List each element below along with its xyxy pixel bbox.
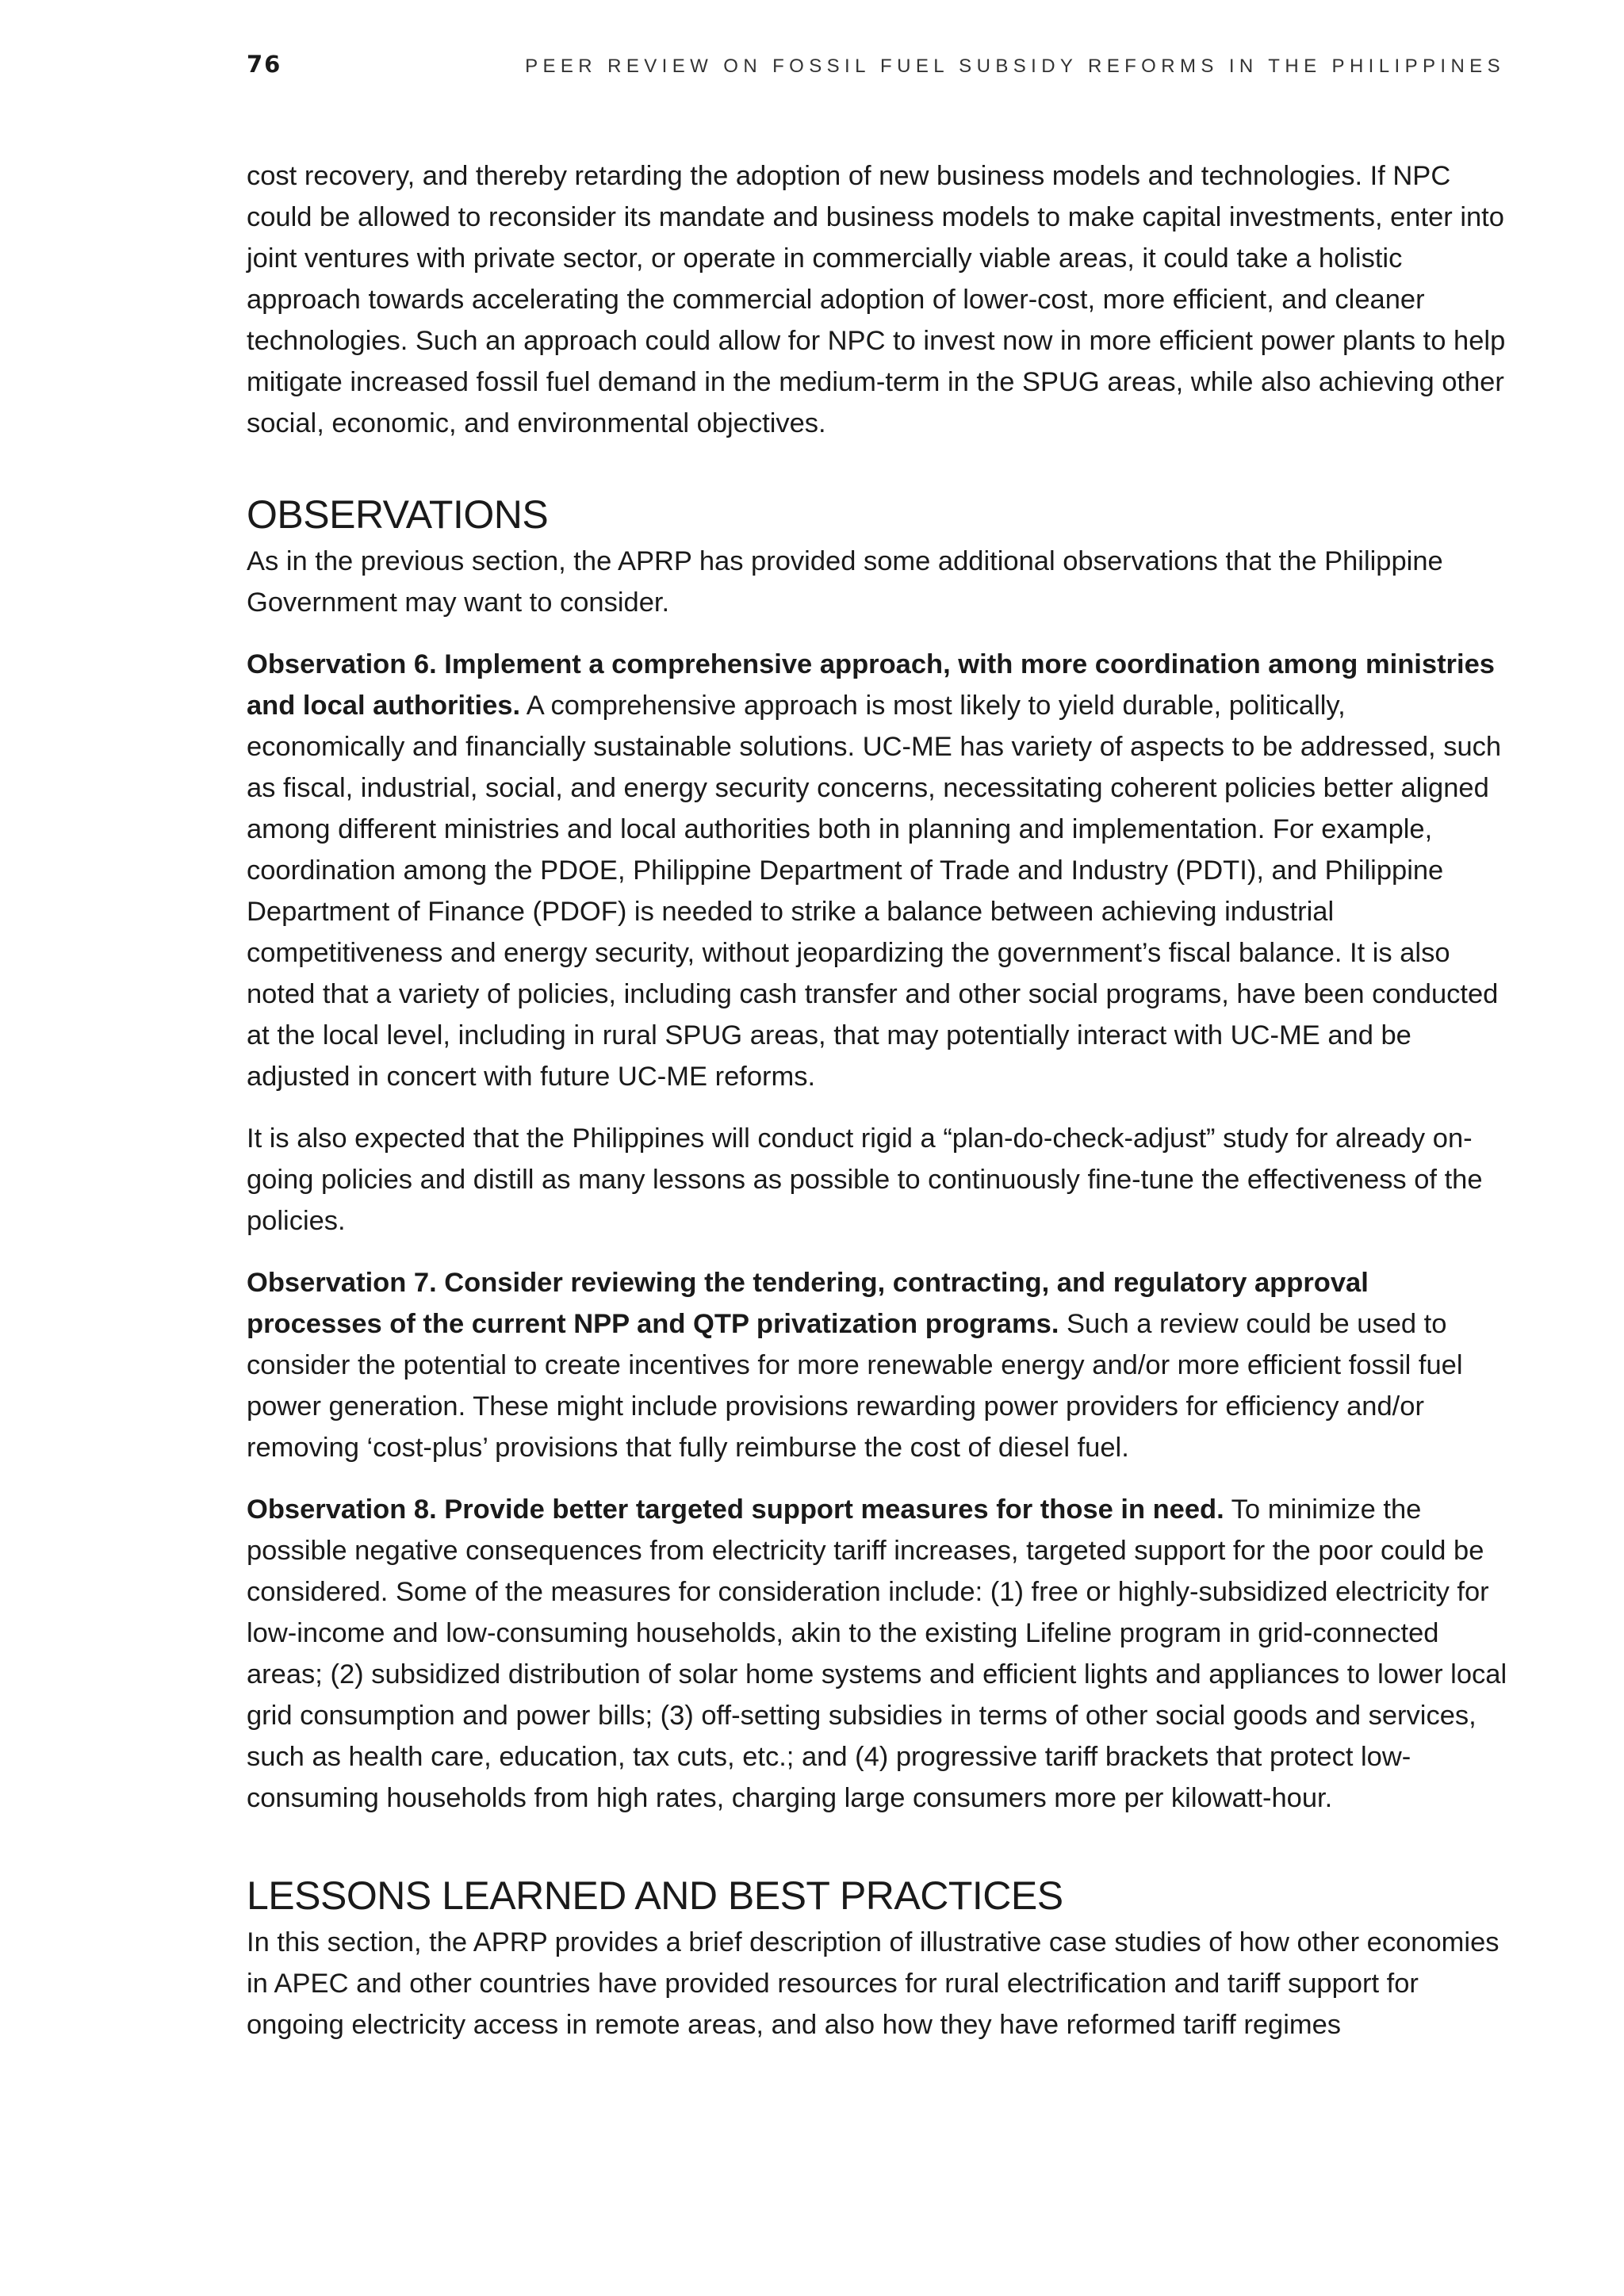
page-header: [247, 51, 1505, 86]
observation-6-follow-up: It is also expected that the Philippines will conduct rigid a “plan-do-check-adjust” study for already on-going policies and distill as many lessons as possible to continuously fine-tune the effectiveness of the policies.: [247, 1123, 1483, 1236]
running-title: PEER REVIEW ON FOSSIL FUEL SUBSIDY REFORMS IN THE PHILIPPINES: [525, 55, 1505, 77]
observation-8-text: To minimize the possible negative consequences from electricity tariff increases, targeted support for the poor could be considered. Some of the measures for consideration include: (1) free or highly-subsidized electricity for low-income and low-consuming households, akin to the existing Lifeline program in grid-connected areas; (2) subsidized distribution of solar home systems and efficient lights and appliances to lower local grid consumption and power bills; (3) off-setting subsidies in terms of other social goods and services, such as health care, education, tax cuts, etc.; and (4) progressive tariff brackets that protect low-consuming households from high rates, charging large consumers more per kilowatt-hour.: [247, 1494, 1507, 1813]
observation-6-title: Observation 6. Implement a comprehensive approach, with more coordination among ministries and local authorities.: [247, 649, 1495, 721]
observation-7-paragraph: [247, 1262, 1507, 1468]
observations-heading: OBSERVATIONS: [247, 492, 549, 537]
page-number: 76: [247, 51, 282, 78]
observations-section: [247, 492, 1507, 1819]
lessons-heading: LESSONS LEARNED AND BEST PRACTICES: [247, 1873, 1063, 1918]
observations-lead-paragraph: As in the previous section, the APRP has provided some additional observations that the Philippine Government may want to consider.: [247, 546, 1443, 618]
lessons-lead-paragraph: In this section, the APRP provides a brief description of illustrative case studies of how other economies in APEC and other countries have provided resources for rural electrification and tariff support for ongoing electricity access in remote areas, and also how they have reformed tariff regimes: [247, 1927, 1500, 2040]
intro-paragraph: cost recovery, and thereby retarding the adoption of new business models and technologies. If NPC could be allowed to reconsider its mandate and business models to make capital investments, enter into joint ventures with private sector, or operate in commercially viable areas, it could take a holistic approach towards accelerating the commercial adoption of lower-cost, more efficient, and cleaner technologies. Such an approach could allow for NPC to invest now in more efficient power plants to help mitigate increased fossil fuel demand in the medium-term in the SPUG areas, while also achieving other social, economic, and environmental objectives.: [247, 161, 1506, 438]
observation-8-title: Observation 8. Provide better targeted support measures for those in need.: [247, 1494, 1224, 1525]
observation-7-text: Such a review could be used to consider the potential to create incentives for more renewable energy and/or more efficient fossil fuel power generation. These might include provisions rewarding power providers for efficiency and/or removing ‘cost-plus’ provisions that fully reimburse the cost of diesel fuel.: [247, 1309, 1463, 1463]
observation-8-paragraph: [247, 1489, 1507, 1819]
lessons-section: [247, 1873, 1507, 2045]
document-body: [247, 155, 1507, 2066]
observation-6-text: A comprehensive approach is most likely to yield durable, politically, economically and financially sustainable solutions. UC-ME has variety of aspects to be addressed, such as fiscal, industrial, social, and energy security concerns, necessitating coherent policies better aligned among different ministries and local authorities both in planning and implementation. For example, coordination among the PDOE, Philippine Department of Trade and Industry (PDTI), and Philippine Department of Finance (PDOF) is needed to strike a balance between achieving industrial competitiveness and energy security, without jeopardizing the government’s fiscal balance. It is also noted that a variety of policies, including cash transfer and other social programs, have been conducted at the local level, including in rural SPUG areas, that may potentially interact with UC-ME and be adjusted in concert with future UC-ME reforms.: [247, 691, 1502, 1092]
observation-6-paragraph: [247, 644, 1507, 1097]
observation-7-title: Observation 7. Consider reviewing the tendering, contracting, and regulatory approval processes of the current NPP and QTP privatization programs.: [247, 1268, 1369, 1339]
